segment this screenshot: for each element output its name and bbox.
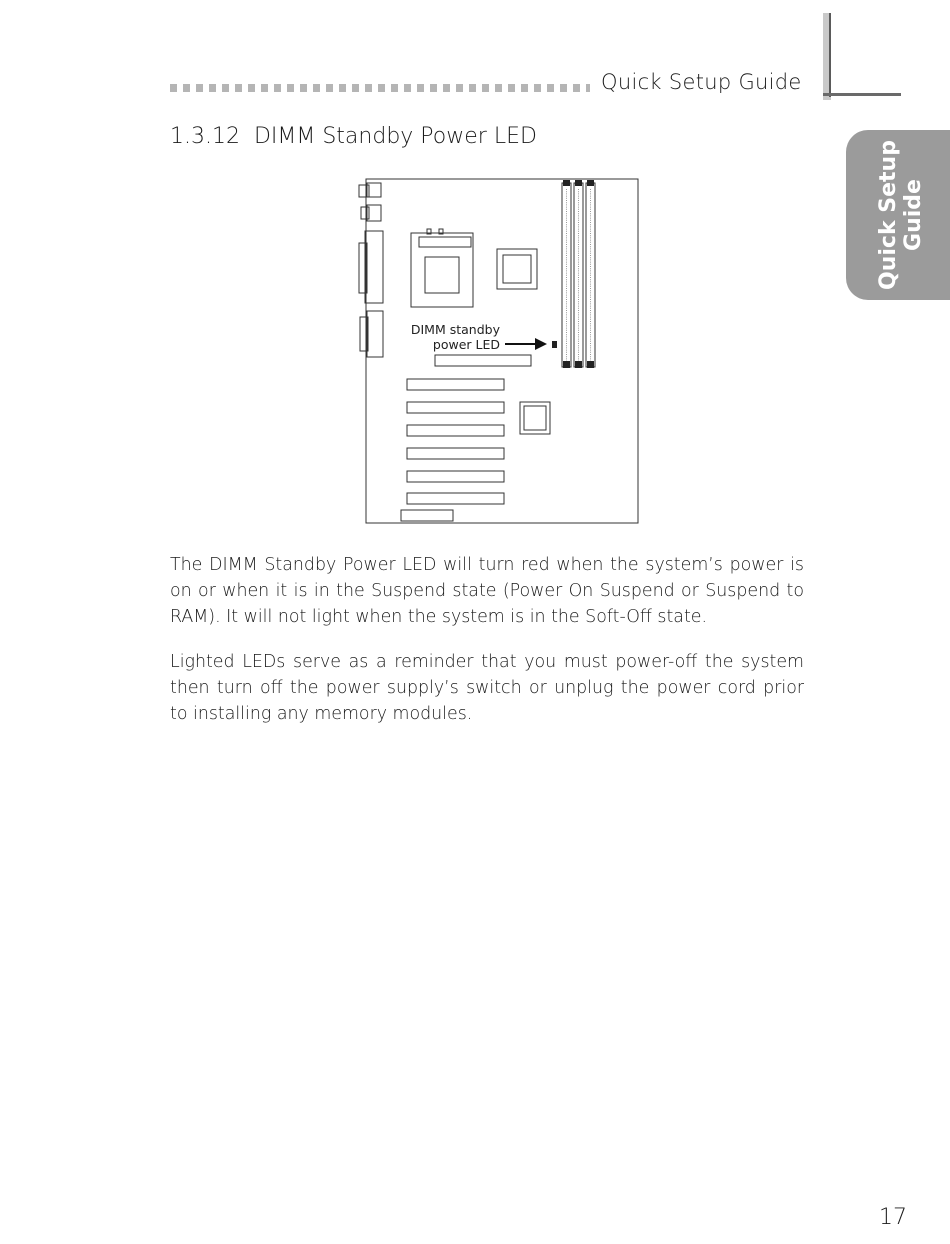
cpu-socket <box>411 233 473 307</box>
callout-label-line2: power LED <box>432 337 500 352</box>
bottom-connector <box>401 510 453 521</box>
io-connector-usb-audio <box>367 311 383 357</box>
pci-slot <box>407 402 504 413</box>
callout-arrow-head <box>535 338 547 350</box>
side-tab-line1: Quick Setup <box>876 140 901 290</box>
corner-mark-vertical-line <box>829 13 831 97</box>
chapter-side-tab-label <box>876 140 926 290</box>
pci-slot <box>407 493 504 504</box>
pci-slot <box>407 448 504 459</box>
corner-mark-horizontal <box>823 93 901 96</box>
motherboard-diagram <box>355 175 645 530</box>
section-heading: 1.3.12 DIMM Standby Power LED <box>170 124 537 149</box>
pci-slot <box>407 425 504 436</box>
page-number: 17 <box>879 1205 907 1230</box>
body-paragraph-1: The DIMM Standby Power LED will turn red when the system’s power is on or when it is in the Suspend state (Power On Suspend or Suspend to RAM). It will not light when the system is in the Soft-Off state. <box>170 555 804 627</box>
pci-slot <box>407 379 504 390</box>
io-connector-parallel <box>365 231 383 303</box>
header-dot-rule <box>170 84 590 92</box>
motherboard-diagram-icon <box>355 175 645 530</box>
dimm-standby-led <box>552 341 557 348</box>
running-header-title: Quick Setup Guide <box>601 70 802 94</box>
callout-label-line1: DIMM standby <box>410 322 500 337</box>
side-tab-line2: Guide <box>901 179 926 251</box>
agp-slot <box>435 355 531 366</box>
body-paragraph-2: Lighted LEDs serve as a reminder that you must power-off the system then turn off the power supply’s switch or unplug the power cord prior to installing any memory modules. <box>170 652 804 724</box>
pci-slot <box>407 471 504 482</box>
